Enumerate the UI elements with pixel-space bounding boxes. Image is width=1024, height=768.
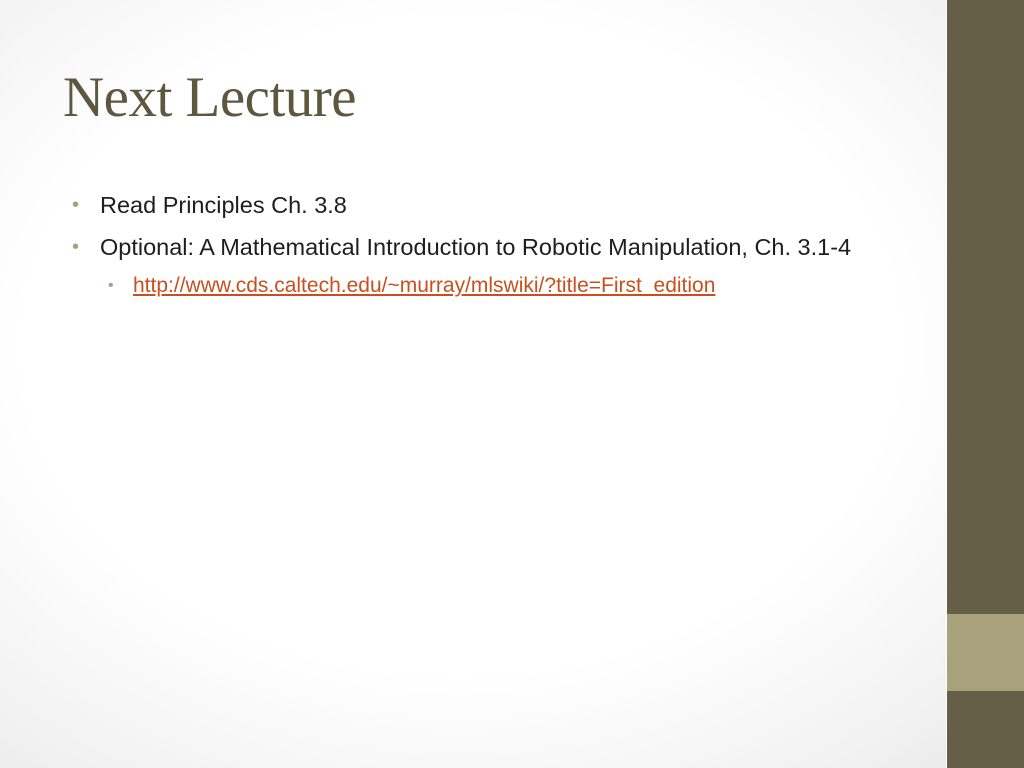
- sub-bullet-list: [100, 268, 932, 304]
- side-bar-dark-bottom-block: [947, 691, 1024, 768]
- sub-bullet-dot-icon: •: [108, 277, 114, 294]
- slide-title: Next Lecture: [63, 66, 357, 129]
- bullet-item-optional-reading: [72, 228, 932, 304]
- bullet-list: [72, 186, 932, 308]
- bullet-text: Read Principles Ch. 3.8: [100, 192, 347, 218]
- side-bar-accent-block: [947, 614, 1024, 691]
- side-bar-dark-top-block: [947, 0, 1024, 614]
- bullet-text: Optional: A Mathematical Introduction to Robotic Manipulation, Ch. 3.1-4: [100, 234, 852, 260]
- bullet-item-read-principles: [72, 186, 932, 224]
- sub-bullet-item-link: [100, 268, 932, 304]
- side-bar: [947, 0, 1024, 768]
- bullet-dot-icon: •: [72, 236, 80, 258]
- bullet-dot-icon: •: [72, 194, 80, 216]
- reference-link[interactable]: http://www.cds.caltech.edu/~murray/mlswiki/?title=First_edition: [133, 274, 716, 297]
